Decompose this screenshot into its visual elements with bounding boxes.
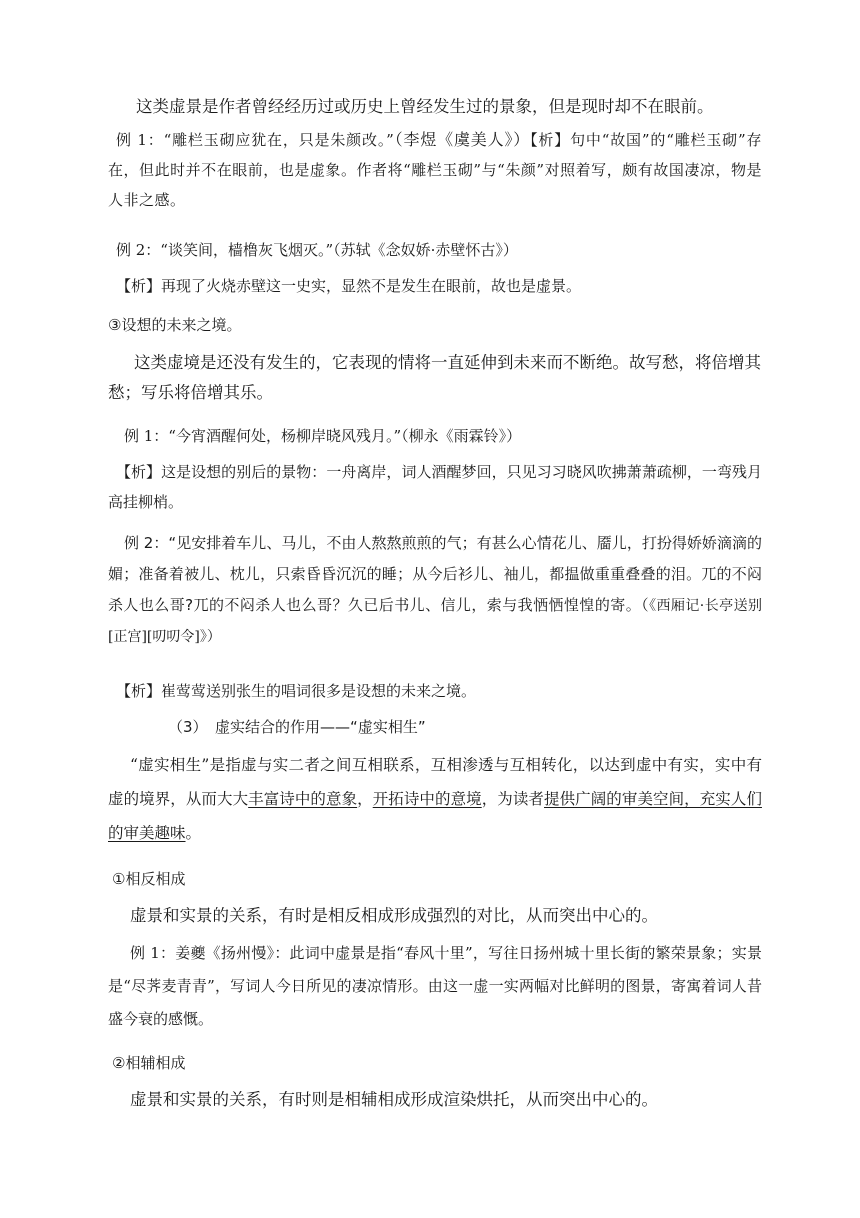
example-text: 例 2：“见安排着车儿、马儿，不由人熬熬煎煎的气；有甚么心情花儿、靥儿，打扮得娇娇滴滴的媚；准备着被儿、枕儿，只索昏昏沉沉的睡；从今后衫儿、袖儿，都揾做重重叠叠的泪。兀的不闷杀人也么哥?兀的不闷杀人也么哥？久已后书儿、信儿，索与我恓恓惶惶的寄。（ bbox=[108, 534, 762, 614]
paragraph-past-scenes-intro: 这类虚景是作者曾经经历过或历史上曾经发生过的景象，但是现时却不在眼前。 bbox=[136, 97, 714, 116]
paragraph-future-scenes-intro: 这类虚境是还没有发生的，它表现的情将一直延伸到未来而不断绝。故写愁，将倍增其愁；写乐将倍增其乐。 bbox=[108, 353, 761, 402]
analysis-xi-xiang-ji: 【析】崔莺莺送别张生的唱词很多是设想的未来之境。 bbox=[116, 682, 477, 700]
example-1-yangzhou-man: 例 1：姜夔《扬州慢》：此词中虚景是指“春风十里”，写往日扬州城十里长街的繁荣景象；实景是“尽荠麦青青”，写词人今日所见的凄凉情形。由这一虚一实两幅对比鲜明的图景，寄寓着词人昔盛今衰的感慨。 bbox=[108, 944, 762, 1028]
example-2-nian-nu-jiao: 例 2：“谈笑间，樯橹灰飞烟灭。”（苏轼《念奴娇·赤壁怀古》） bbox=[116, 241, 518, 259]
text-run: ， bbox=[357, 790, 373, 808]
example-1-yu-meiren bbox=[108, 125, 762, 215]
text-run: “虚实相生”是指虚与实二者之间互相联系，互相渗透与互相转化，以达到虚中有实，实中有虚的境界，从而大大 bbox=[108, 756, 762, 808]
example-quote: 例 1：“雕栏玉砌应犹在，只是朱颜改。” bbox=[116, 131, 395, 149]
example-source: （李煜《虞美人》） bbox=[394, 130, 531, 149]
heading-opposite-complement: ①相反相成 bbox=[112, 870, 186, 888]
section-heading-3: （3） 虚实结合的作用——“虚实相生” bbox=[168, 718, 426, 736]
underlined-phrase: 开拓诗中的意境 bbox=[372, 790, 482, 808]
example-analysis: 【析】句中“故国”的“雕栏玉砌”存在，但此时并不在眼前，也是虚象。作者将“雕栏玉砌”与“朱颜”对照着写，颇有故国凄凉，物是人非之感。 bbox=[108, 131, 762, 209]
analysis-yu-lin-ling: 【析】这是设想的别后的景物：一舟离岸，词人酒醒梦回，只见习习晓风吹拂萧萧疏柳，一弯残月高挂柳梢。 bbox=[108, 463, 762, 511]
paragraph-opposite-complement: 虚景和实景的关系，有时是相反相成形成强烈的对比，从而突出中心的。 bbox=[130, 906, 658, 925]
text-run: 。 bbox=[185, 824, 202, 842]
paragraph-mutual-support: 虚景和实景的关系，有时则是相辅相成形成渲染烘托，从而突出中心的。 bbox=[130, 1090, 658, 1109]
heading-mutual-support: ②相辅相成 bbox=[112, 1054, 186, 1072]
underlined-phrase: 丰富诗中的意象 bbox=[248, 790, 358, 808]
heading-future-scenes: ③设想的未来之境。 bbox=[108, 316, 242, 334]
example-1-yu-lin-ling: 例 1：“今宵酒醒何处，杨柳岸晓风残月。”（柳永《雨霖铃》） bbox=[124, 427, 522, 445]
example-2-xi-xiang-ji bbox=[108, 528, 762, 652]
underlined-phrase: 提供广阔的审美空间，充实人们的审美趣味 bbox=[108, 790, 762, 842]
example-source: 《西厢记·长亭送别[正宫][叨叨令]》） bbox=[108, 598, 762, 645]
paragraph-xu-shi-xiang-sheng bbox=[108, 748, 762, 850]
analysis-chibi: 【析】再现了火烧赤壁这一史实，显然不是发生在眼前，故也是虚景。 bbox=[116, 277, 582, 295]
text-run: ，为读者 bbox=[481, 790, 545, 808]
